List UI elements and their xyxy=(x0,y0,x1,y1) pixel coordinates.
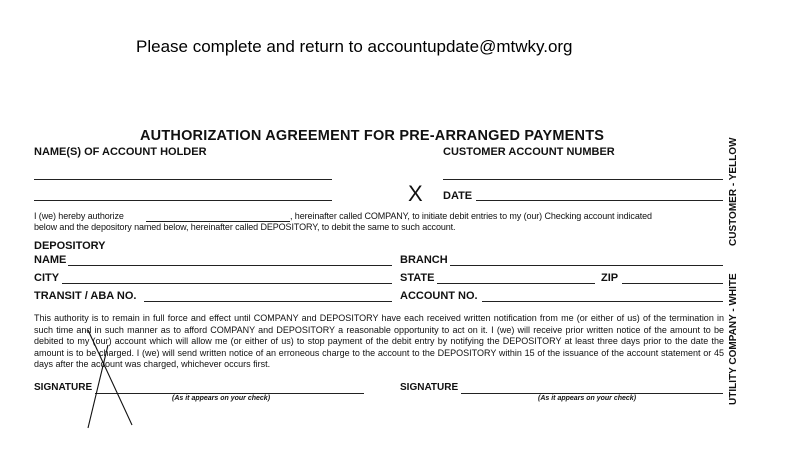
zip-label: ZIP xyxy=(601,272,619,284)
form-title: AUTHORIZATION AGREEMENT FOR PRE-ARRANGED PAYMENTS xyxy=(140,128,605,144)
date-label: DATE xyxy=(443,190,473,202)
x-mark: X xyxy=(408,181,423,206)
account-holder-label: NAME(S) OF ACCOUNT HOLDER xyxy=(34,146,207,158)
authorize-suffix: , hereinafter called COMPANY, to initiate debit entries to my (our) Checking account indicated xyxy=(290,211,652,221)
authorize-line-2: below and the depository named below, hereinafter called DEPOSITORY, to debit the same to such account. xyxy=(34,222,456,232)
signature-hint-2: (As it appears on your check) xyxy=(538,395,637,402)
signature-label-2: SIGNATURE xyxy=(400,382,459,393)
name-label: NAME xyxy=(34,254,67,266)
signature-label-1: SIGNATURE xyxy=(34,382,93,393)
authorize-prefix: I (we) hereby authorize xyxy=(34,211,124,221)
return-instructions: Please complete and return to accountupdate@mtwky.org xyxy=(136,37,573,56)
state-label: STATE xyxy=(400,272,435,284)
customer-copy-label: CUSTOMER - YELLOW xyxy=(728,137,739,246)
account-no-label: ACCOUNT NO. xyxy=(400,290,478,302)
customer-account-number-label: CUSTOMER ACCOUNT NUMBER xyxy=(443,146,615,158)
depository-label: DEPOSITORY xyxy=(34,240,106,252)
branch-label: BRANCH xyxy=(400,254,448,266)
city-label: CITY xyxy=(34,272,60,284)
signature-hint-1: (As it appears on your check) xyxy=(172,395,271,402)
utility-copy-label: UTILITY COMPANY - WHITE xyxy=(728,273,739,405)
transit-label: TRANSIT / ABA NO. xyxy=(34,290,137,302)
authority-paragraph: This authority is to remain in full force and effect until COMPANY and DEPOSITORY have each received written notification from me (or either of us) of the termination in such time and in such manner as to afford COMPANY and DEPOSITORY a reasonable opportunity to act on it. I (we) will receive prior written notice of the amount to be debited to my (our) account which will allow me (or either of us) to stop payment of the debit entry by notifying the DEPOSITORY at least three days prior to the date the amount is to be charged. I (we) will send written notice of an erroneous charge to the account to the DEPOSITORY within 15 of the issuance of the account statement or 45 days after the account was charged, whichever occurs first. xyxy=(34,313,724,369)
